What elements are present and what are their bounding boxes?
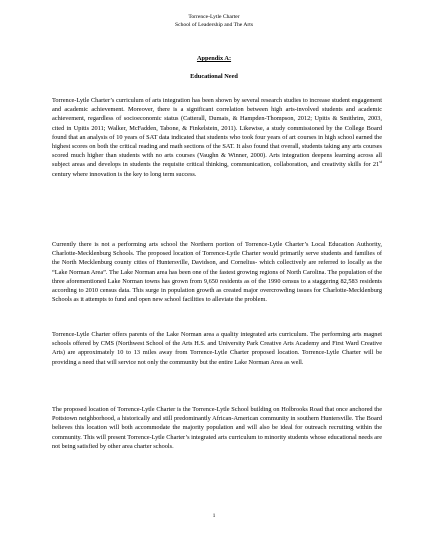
paragraph-text: Torrence-Lytle Charter’s curriculum of arts integration has been shown by several research studies to increase student engagement and academic achievement. Moreover, there is a significant correlation between high arts-involved students and academic achievement, regardless of socioeconomic status (Catterall, Dumais, & Hampden-Thompson, 2012; Upitis & Smithrim, 2003, cited in Upitis 2011; Walker, McFadden, Tabone, & Finkelstein, 2011). Likewise, a study commissioned by the College Board found that an analysis of 10 years of SAT data indicated that students who took four years of art courses in high school earned the highest scores on both the critical reading and math sections of the SAT. It also found that overall, students taking any arts courses scored much higher than students with no arts courses (Vaughn & Winner, 2000). Arts integration deepens learning across all subject areas and develops in students the requisite critical thinking, communication, collaboration, and creativity skills for 21 xyxy=(52,97,382,169)
paragraph-proposed-location: The proposed location of Torrence-Lytle Charter is the Torrence-Lytle School building on Holbrooks Road that once anchored the Pottstown neighborhood, a historically and still predominantly African-American community in southern Huntersville. The Board believes this location will both accommodate the majority population and will also be ideal for outreach recruiting within the community. This will present Torrence-Lytle Charter’s integrated arts curriculum to minority students whose educational needs are not being satisfied by other area charter schools. xyxy=(52,406,382,450)
paragraph-arts-integration xyxy=(52,96,382,179)
paragraph-curriculum-offer: Torrence-Lytle Charter offers parents of the Lake Norman area a quality integrated arts curriculum. The performing arts magnet schools offered by CMS (Northwest School of the Arts H.S. and University Park Creative Arts Academy and First Ward Creative Arts) are approximately 10 to 13 miles away from Torrence-Lytle Charter proposed location. Torrence-Lytle Charter will be providing a need that will service not only the community but the entire Lake Norman Area as well. xyxy=(52,331,382,366)
paragraph-lake-norman-need: Currently there is not a performing arts school the Northern portion of Torrence-Lytle Charter’s Local Education Authority, Charlotte-Mecklenburg Schools. The proposed location of Torrence-Lytle Charter would primarily serve students and families of the North Mecklenburg county cities of Huntersville, Davidson, and Cornelius- which collectively are referred to locally as the “Lake Norman Area”. The Lake Norman area has been one of the fastest growing regions of North Carolina. The population of the three aforementioned Lake Norman towns has grown from 9,650 residents as of the 1990 census to a staggering 82,583 residents according to 2010 census data. This surge in population growth as created major overcrowding issues for Charlotte-Mecklenburg Schools as it attempts to fund and open new school facilities to alleviate the problem. xyxy=(52,241,382,304)
section-title: Educational Need xyxy=(190,73,238,80)
superscript-st: st xyxy=(379,159,382,165)
appendix-title: Appendix A: xyxy=(196,55,232,62)
page-header xyxy=(0,14,428,29)
page-number: 1 xyxy=(212,513,216,519)
paragraph-text-continued: century where innovation is the key to long term success. xyxy=(52,170,197,178)
header-school-subtitle: School of Leadership and The Arts xyxy=(174,21,254,28)
header-school-name: Torrence-Lytle Charter xyxy=(188,14,240,20)
